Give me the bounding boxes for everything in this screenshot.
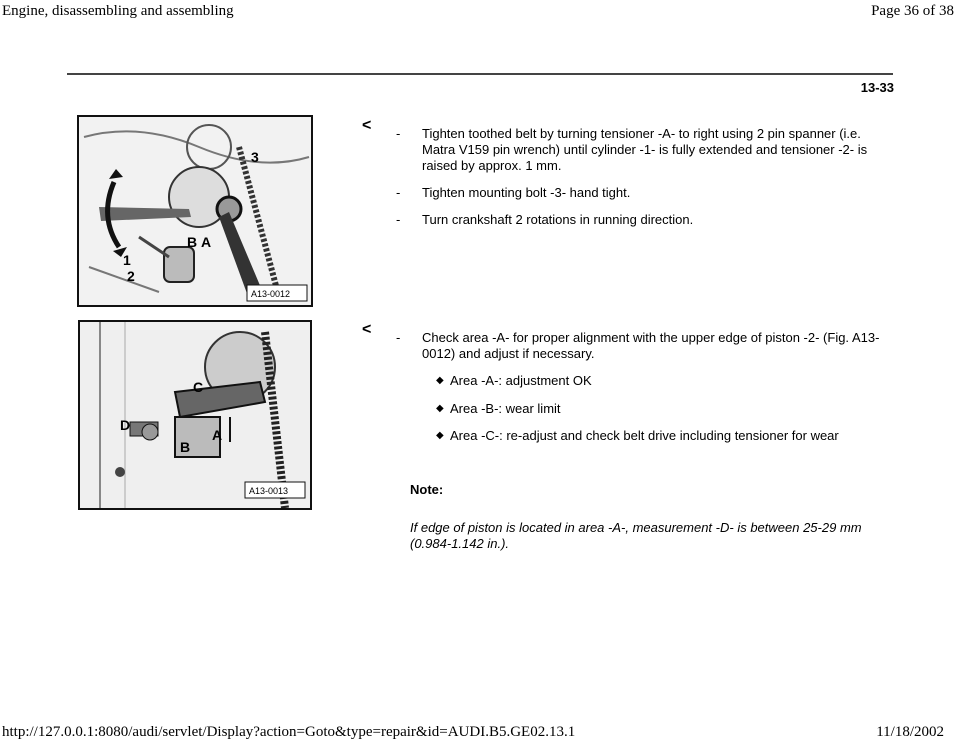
figure-pointer-arrow: <: [362, 117, 372, 134]
note-text: If edge of piston is located in area -A-, measurement -D- is between 25-29 mm (0.984-1.142 in.).: [410, 520, 862, 551]
note-heading: Note:: [410, 482, 444, 497]
step-tighten-bolt: [396, 185, 896, 201]
figure-label: A13-0012: [251, 289, 291, 299]
callout-b: B: [187, 234, 198, 250]
step-dash: -: [396, 126, 401, 141]
figure-a13-0012: [77, 115, 313, 307]
figure-pointer-arrow: <: [362, 321, 372, 338]
callout-1: 1: [123, 252, 131, 268]
callout-2: 2: [127, 268, 135, 284]
section-page-number: 13-33: [860, 80, 894, 95]
step-dash: -: [396, 330, 401, 345]
callout-a: A: [212, 427, 223, 443]
figure-label: A13-0013: [249, 486, 289, 496]
step-dash: -: [396, 212, 401, 227]
bullet-area-c: [436, 428, 896, 444]
bullet-text: Area -A-: adjustment OK: [450, 373, 592, 388]
step-dash: -: [396, 185, 401, 200]
step-check-area: [396, 330, 896, 362]
step-text: Turn crankshaft 2 rotations in running direction.: [422, 212, 694, 227]
callout-3: 3: [251, 149, 259, 165]
step-text: Check area -A- for proper alignment with the upper edge of piston -2- (Fig. A13-0012) and adjust if necessary.: [422, 330, 880, 361]
callout-d: D: [120, 417, 131, 433]
piston-alignment-illustration: [80, 322, 310, 508]
step-text: Tighten mounting bolt -3- hand tight.: [422, 185, 631, 200]
bullet-text: Area -C-: re-adjust and check belt drive including tensioner for wear: [450, 428, 839, 443]
footer-url-link[interactable]: http://127.0.0.1:8080/audi/servlet/Display?action=Goto&type=repair&id=AUDI.B5.GE02.13.1: [2, 724, 576, 740]
step-turn-crankshaft: [396, 212, 896, 228]
footer-date: 11/18/2002: [876, 724, 944, 740]
diamond-bullet-icon: ◆: [436, 375, 444, 386]
step-text: Tighten toothed belt by turning tensioner -A- to right using 2 pin spanner (i.e. Matra V159 pin wrench) until cylinder -1- is fully extended and tensioner -2- is raised by approx. 1 mm.: [422, 126, 868, 173]
document-title: Engine, disassembling and assembling: [2, 3, 234, 19]
diamond-bullet-icon: ◆: [436, 430, 444, 441]
callout-a: A: [201, 234, 212, 250]
diamond-bullet-icon: ◆: [436, 403, 444, 414]
header-divider: [67, 73, 893, 75]
callout-c: C: [193, 379, 204, 395]
bullet-area-b: [436, 401, 896, 417]
page-indicator: Page 36 of 38: [871, 3, 954, 19]
bullet-area-a: [436, 373, 896, 389]
figure-a13-0013: [78, 320, 312, 510]
tensioner-illustration: [79, 117, 311, 305]
bullet-text: Area -B-: wear limit: [450, 401, 561, 416]
step-tighten-belt: [396, 126, 896, 174]
callout-b: B: [180, 439, 191, 455]
